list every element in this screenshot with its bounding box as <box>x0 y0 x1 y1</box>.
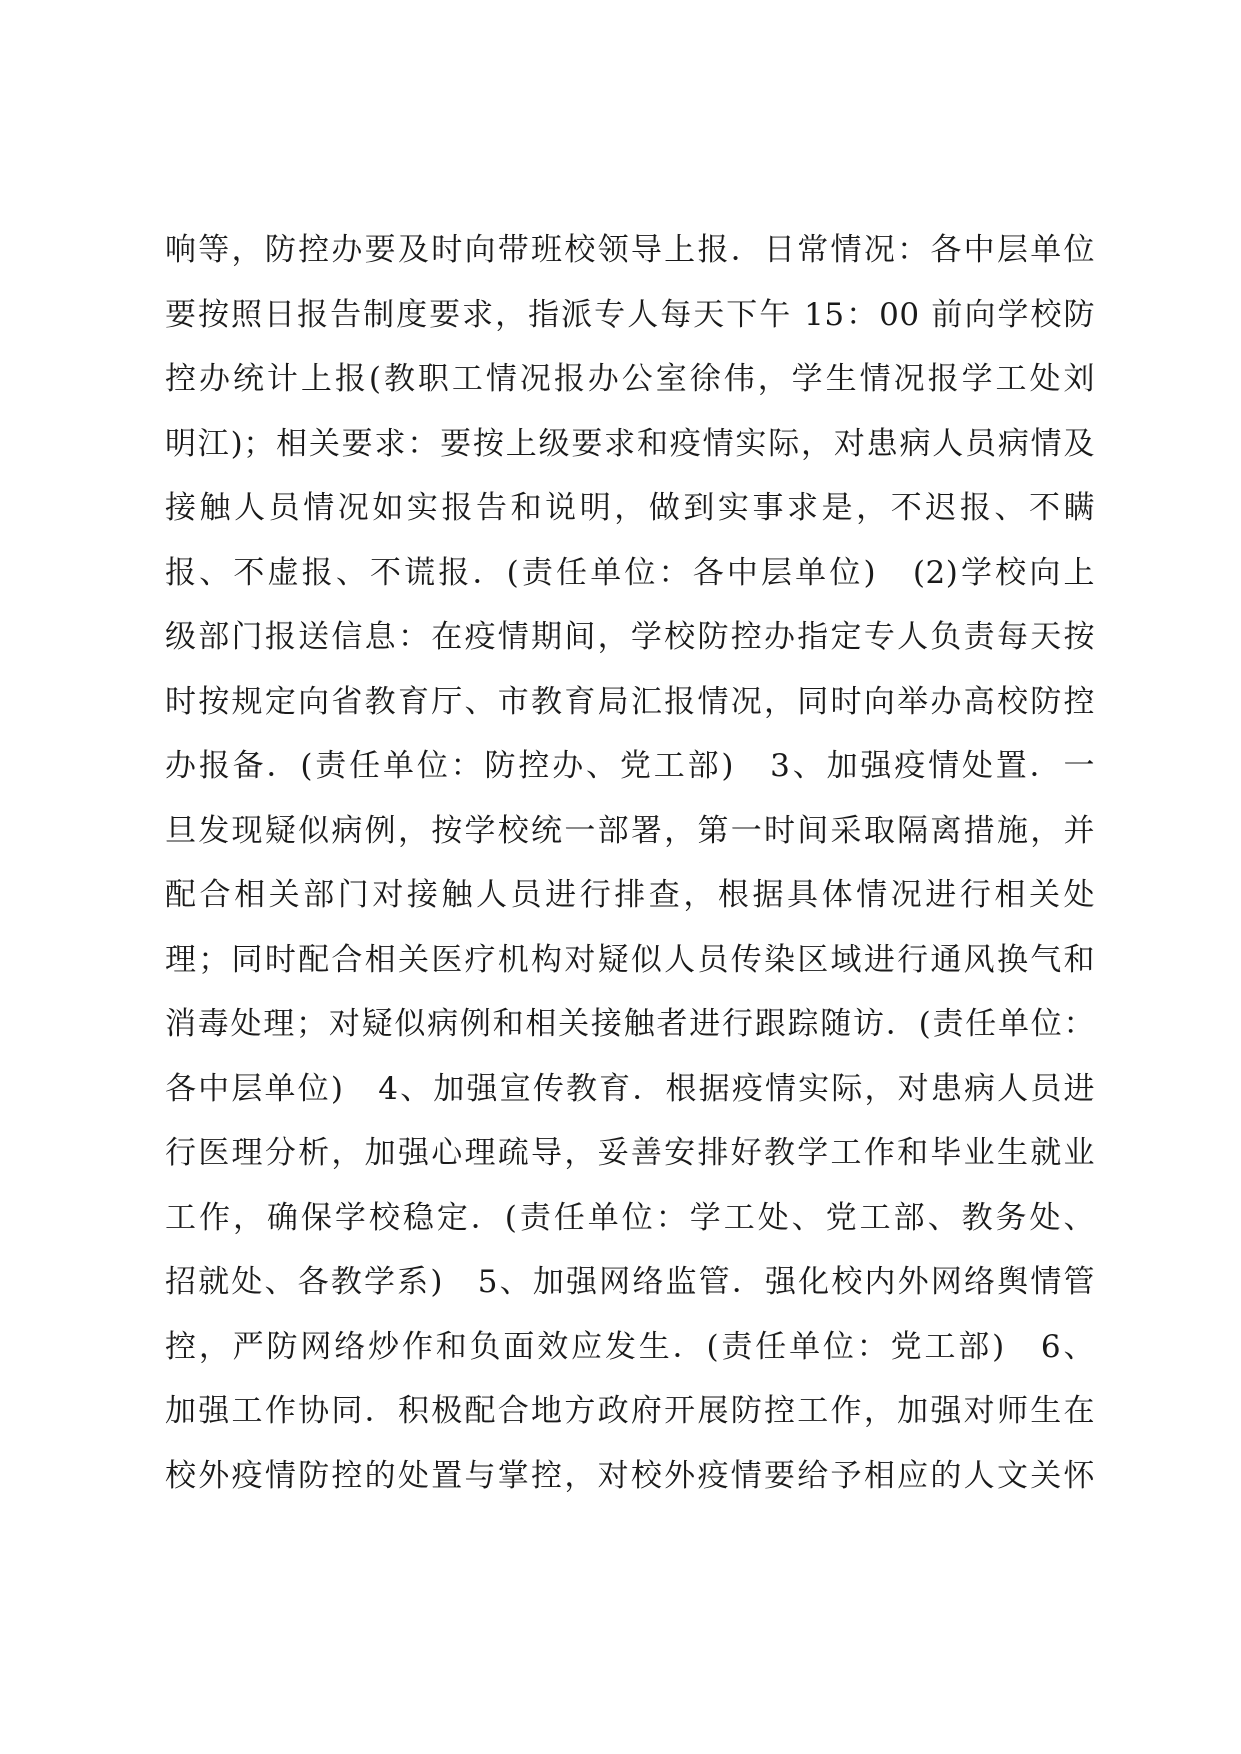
body-text <box>165 218 1095 1508</box>
text-line: 明江)；相关要求：要按上级要求和疫情实际，对患病人员病情及 <box>165 425 1095 462</box>
text-line: 行医理分析，加强心理疏导，妥善安排好教学工作和毕业生就业 <box>165 1135 1095 1171</box>
text-line: 级部门报送信息：在疫情期间，学校防控办指定专人负责每天按 <box>165 619 1095 655</box>
text-line: 校外疫情防控的处置与掌控，对校外疫情要给予相应的人文关怀 <box>165 1457 1095 1494</box>
text-line: 消毒处理；对疑似病例和相关接触者进行跟踪随访．(责任单位： <box>165 1006 1095 1042</box>
text-line: 控办统计上报(教职工情况报办公室徐伟，学生情况报学工处刘 <box>165 361 1095 397</box>
text-line: 响等，防控办要及时向带班校领导上报．日常情况：各中层单位 <box>165 232 1095 268</box>
text-line: 控，严防网络炒作和负面效应发生．(责任单位：党工部) 6、 <box>165 1328 1095 1365</box>
text-line: 接触人员情况如实报告和说明，做到实事求是，不迟报、不瞒 <box>165 490 1095 526</box>
text-line: 各中层单位) 4、加强宣传教育．根据疫情实际，对患病人员进 <box>165 1070 1095 1107</box>
text-line: 招就处、各教学系) 5、加强网络监管．强化校内外网络舆情管 <box>165 1264 1095 1300</box>
text-line: 工作，确保学校稳定．(责任单位：学工处、党工部、教务处、 <box>165 1199 1095 1236</box>
text-line: 加强工作协同．积极配合地方政府开展防控工作，加强对师生在 <box>165 1393 1095 1429</box>
text-line: 办报备．(责任单位：防控办、党工部) 3、加强疫情处置．一 <box>165 748 1095 784</box>
text-line: 要按照日报告制度要求，指派专人每天下午 15：00 前向学校防 <box>165 296 1095 333</box>
text-line: 理；同时配合相关医疗机构对疑似人员传染区域进行通风换气和 <box>165 941 1095 978</box>
text-line: 配合相关部门对接触人员进行排查，根据具体情况进行相关处 <box>165 877 1095 913</box>
text-line: 时按规定向省教育厅、市教育局汇报情况，同时向举办高校防控 <box>165 683 1095 720</box>
text-line: 报、不虚报、不谎报．(责任单位：各中层单位) (2)学校向上 <box>165 554 1095 591</box>
text-line: 旦发现疑似病例，按学校统一部署，第一时间采取隔离措施，并 <box>165 812 1095 849</box>
